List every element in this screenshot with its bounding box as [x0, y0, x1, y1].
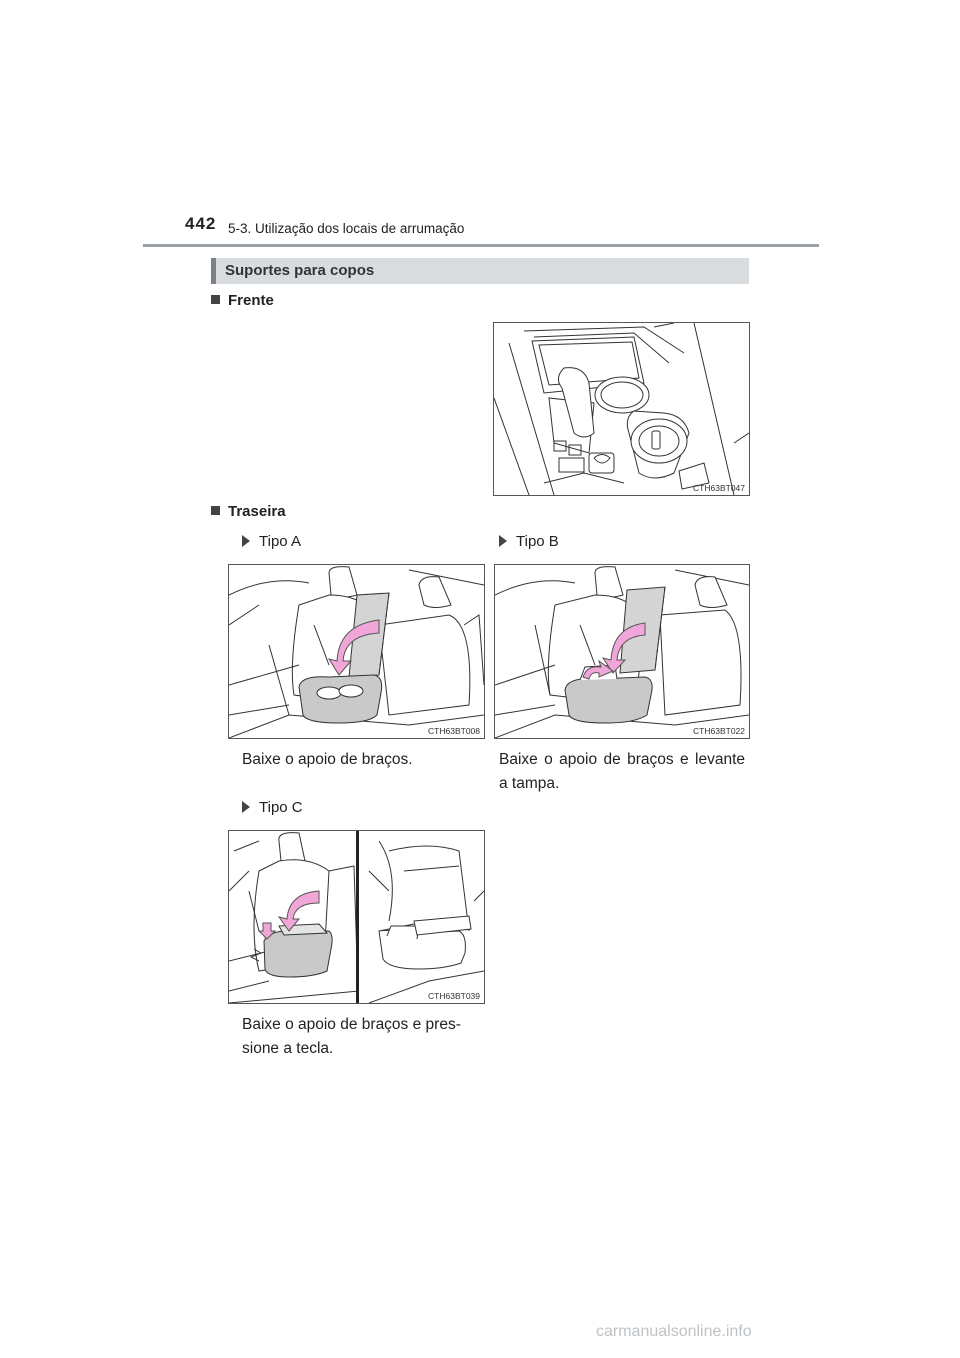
- triangle-bullet-icon: [499, 535, 507, 547]
- triangle-bullet-icon: [242, 535, 250, 547]
- square-bullet-icon: [211, 295, 220, 304]
- watermark: carmanualsonline.info: [596, 1323, 752, 1340]
- type-a-illustration: [228, 564, 485, 739]
- type-c-label: Tipo C: [242, 799, 303, 816]
- console-drawing: [494, 323, 749, 495]
- front-cupholder-illustration: [493, 322, 750, 496]
- front-heading: Frente: [211, 292, 274, 309]
- square-bullet-icon: [211, 506, 220, 515]
- type-c-illustration: [228, 830, 485, 1004]
- figure-code: CTH63BT022: [693, 726, 745, 736]
- type-a-caption: Baixe o apoio de braços.: [242, 751, 413, 768]
- page-number: 442: [185, 214, 217, 233]
- figure-code: CTH63BT039: [428, 991, 480, 1001]
- type-b-caption: Baixe o apoio de braços e levante a tampa.: [499, 751, 745, 792]
- figure-code: CTH63BT047: [693, 483, 745, 493]
- type-b-label: Tipo B: [499, 533, 559, 550]
- type-c-caption: [242, 1013, 480, 1061]
- header-rule: [143, 244, 819, 247]
- section-heading-bar: [211, 258, 749, 284]
- chapter-title: 5-3. Utilização dos locais de arrumação: [228, 221, 465, 236]
- type-c-caption-text: Baixe o apoio de braços e pres-sione a tecla.: [242, 1016, 461, 1057]
- figure-code: CTH63BT008: [428, 726, 480, 736]
- triangle-bullet-icon: [242, 801, 250, 813]
- type-a-label: Tipo A: [242, 533, 301, 550]
- section-title: Suportes para copos: [225, 262, 375, 279]
- rear-heading: Traseira: [211, 503, 286, 520]
- type-b-illustration: [494, 564, 750, 739]
